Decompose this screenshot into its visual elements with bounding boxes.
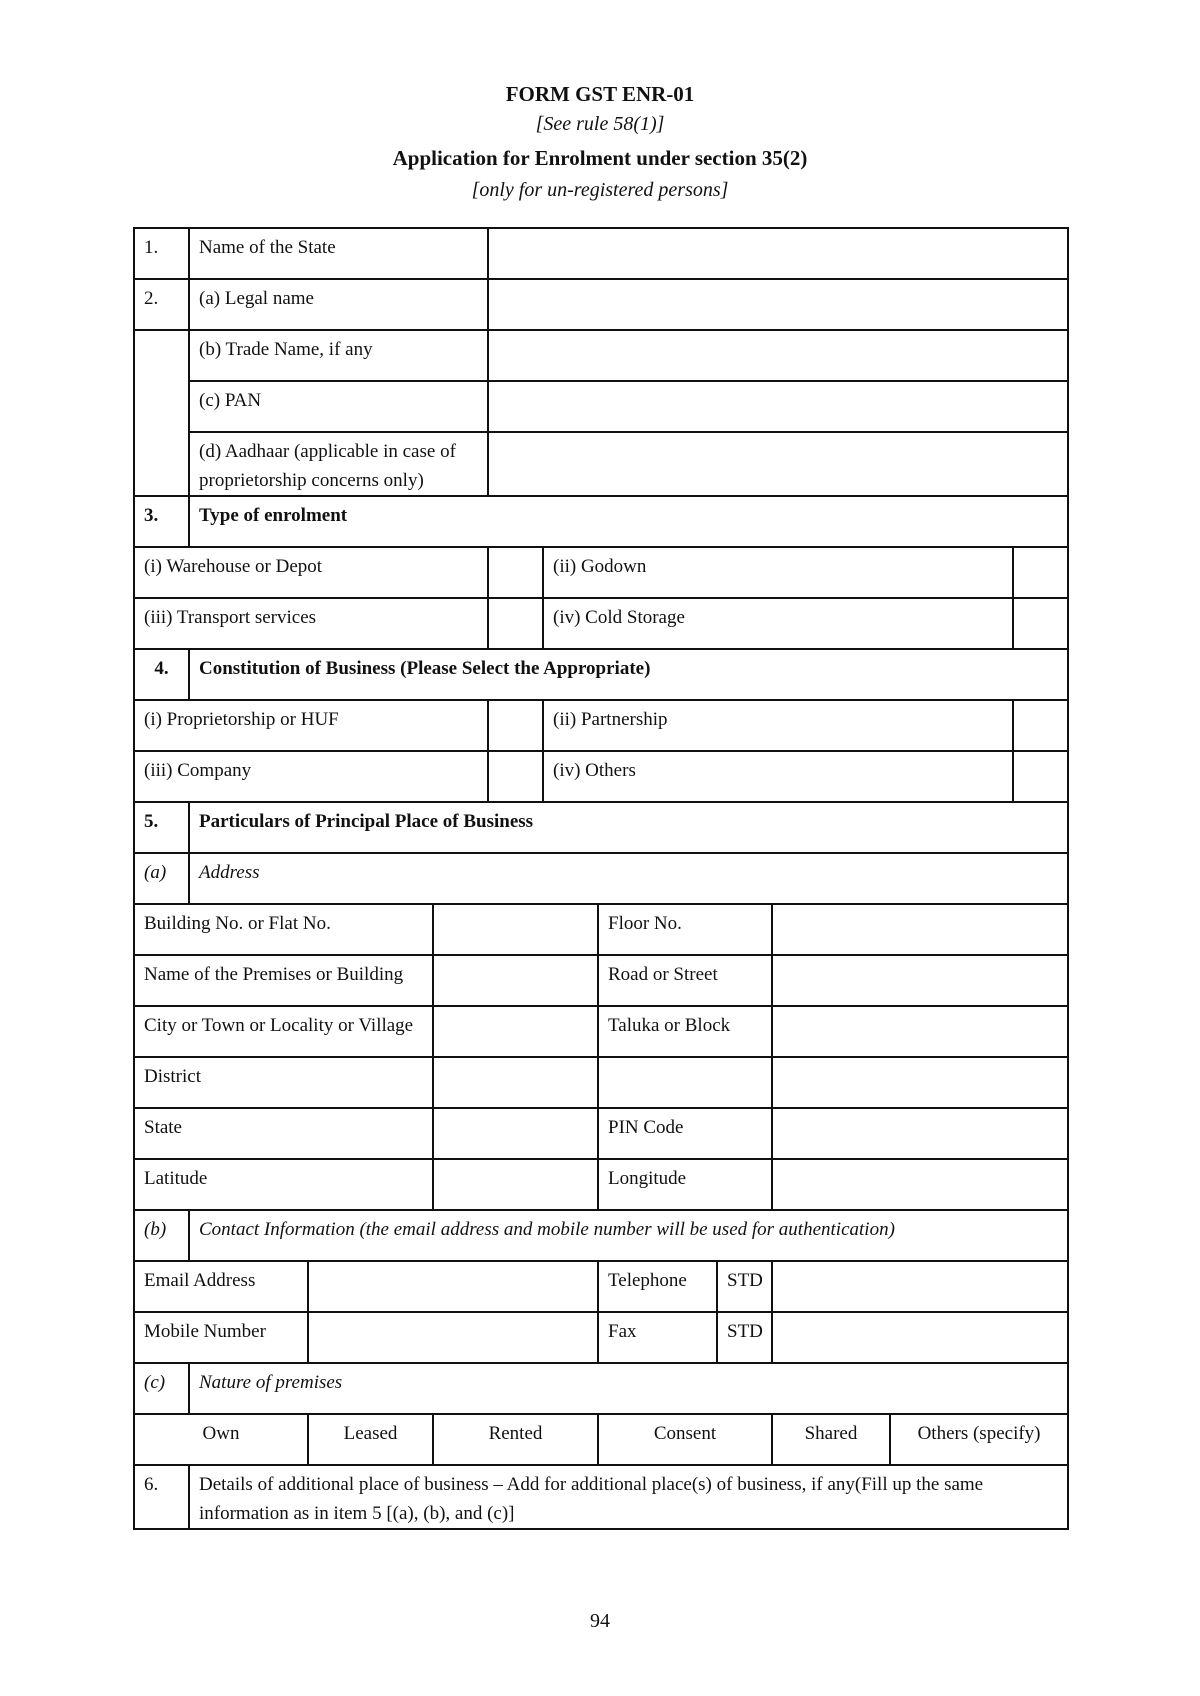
floor-input[interactable]	[772, 904, 1068, 955]
contact-title: Contact Information (the email address and mobile number will be used for authentication)	[189, 1210, 1068, 1261]
district-label: District	[134, 1057, 433, 1108]
premises-others[interactable]: Others (specify)	[890, 1414, 1068, 1465]
blank-cell	[598, 1057, 772, 1108]
partnership-checkbox[interactable]	[1013, 700, 1068, 751]
row-pan	[134, 381, 1068, 432]
others-label: (iv) Others	[543, 751, 1013, 802]
row-additional-place	[134, 1465, 1068, 1529]
telephone-label: Telephone	[598, 1261, 717, 1312]
email-input[interactable]	[308, 1261, 598, 1312]
mobile-input[interactable]	[308, 1312, 598, 1363]
proprietorship-checkbox[interactable]	[488, 700, 543, 751]
city-input[interactable]	[433, 1006, 598, 1057]
form-title: FORM GST ENR-01	[505, 82, 695, 106]
item-number-blank	[134, 381, 189, 432]
building-input[interactable]	[433, 904, 598, 955]
taluka-input[interactable]	[772, 1006, 1068, 1057]
trade-name-input[interactable]	[488, 330, 1068, 381]
aadhaar-input[interactable]	[488, 432, 1068, 496]
email-label: Email Address	[134, 1261, 308, 1312]
road-input[interactable]	[772, 955, 1068, 1006]
std-label: STD	[717, 1261, 772, 1312]
enrolment-form	[133, 227, 1067, 1530]
floor-label: Floor No.	[598, 904, 772, 955]
warehouse-label: (i) Warehouse or Depot	[134, 547, 488, 598]
item-number-blank	[134, 330, 189, 381]
row-constitution-options-2	[134, 751, 1068, 802]
sub-item-number: (a)	[134, 853, 189, 904]
row-district	[134, 1057, 1068, 1108]
pin-label: PIN Code	[598, 1108, 772, 1159]
sub-item-number: (b)	[134, 1210, 189, 1261]
building-label: Building No. or Flat No.	[134, 904, 433, 955]
row-principal-place-header	[134, 802, 1068, 853]
row-constitution-header	[134, 649, 1068, 700]
page-number: 94	[590, 1610, 610, 1632]
transport-checkbox[interactable]	[488, 598, 543, 649]
row-nature-options	[134, 1414, 1068, 1465]
premises-rented[interactable]: Rented	[433, 1414, 598, 1465]
row-legal-name	[134, 279, 1068, 330]
longitude-label: Longitude	[598, 1159, 772, 1210]
row-contact-header	[134, 1210, 1068, 1261]
rule-reference: [See rule 58(1)]	[535, 113, 665, 135]
fax-label: Fax	[598, 1312, 717, 1363]
row-nature-header	[134, 1363, 1068, 1414]
item-number: 5.	[134, 802, 189, 853]
row-enrolment-options-1	[134, 547, 1068, 598]
row-city-taluka	[134, 1006, 1068, 1057]
trade-name-label: (b) Trade Name, if any	[189, 330, 488, 381]
blank-cell	[772, 1057, 1068, 1108]
fax-input[interactable]	[772, 1312, 1068, 1363]
aadhaar-label: (d) Aadhaar (applicable in case of proprietorship concerns only)	[189, 432, 488, 496]
warehouse-checkbox[interactable]	[488, 547, 543, 598]
std-label: STD	[717, 1312, 772, 1363]
city-label: City or Town or Locality or Village	[134, 1006, 433, 1057]
latitude-label: Latitude	[134, 1159, 433, 1210]
premises-shared[interactable]: Shared	[772, 1414, 890, 1465]
item-number: 6.	[134, 1465, 189, 1529]
item-number-blank	[134, 432, 189, 496]
row-building-floor	[134, 904, 1068, 955]
application-title: Application for Enrolment under section 35(2)	[392, 146, 808, 170]
row-state-pin	[134, 1108, 1068, 1159]
row-email-telephone	[134, 1261, 1068, 1312]
state-input[interactable]	[488, 228, 1068, 279]
premises-own[interactable]: Own	[134, 1414, 308, 1465]
premises-leased[interactable]: Leased	[308, 1414, 433, 1465]
cold-storage-label: (iv) Cold Storage	[543, 598, 1013, 649]
row-address-header	[134, 853, 1068, 904]
nature-title: Nature of premises	[189, 1363, 1068, 1414]
taluka-label: Taluka or Block	[598, 1006, 772, 1057]
row-constitution-options-1	[134, 700, 1068, 751]
constitution-title: Constitution of Business (Please Select the Appropriate)	[189, 649, 1068, 700]
transport-label: (iii) Transport services	[134, 598, 488, 649]
partnership-label: (ii) Partnership	[543, 700, 1013, 751]
row-state	[134, 228, 1068, 279]
additional-place-text: Details of additional place of business – Add for additional place(s) of business, if any(Fill up the same information as in item 5 [(a), (b), and (c)]	[189, 1465, 1068, 1529]
row-enrolment-type-header	[134, 496, 1068, 547]
row-aadhaar	[134, 432, 1068, 496]
item-number: 2.	[134, 279, 189, 330]
road-label: Road or Street	[598, 955, 772, 1006]
enrolment-type-title: Type of enrolment	[189, 496, 1068, 547]
others-checkbox[interactable]	[1013, 751, 1068, 802]
applicability-note: [only for un-registered persons]	[471, 179, 729, 201]
principal-place-title: Particulars of Principal Place of Business	[189, 802, 1068, 853]
address-title: Address	[189, 853, 1068, 904]
pan-input[interactable]	[488, 381, 1068, 432]
premises-label: Name of the Premises or Building	[134, 955, 433, 1006]
premises-input[interactable]	[433, 955, 598, 1006]
cold-storage-checkbox[interactable]	[1013, 598, 1068, 649]
row-enrolment-options-2	[134, 598, 1068, 649]
longitude-input[interactable]	[772, 1159, 1068, 1210]
item-number: 3.	[134, 496, 189, 547]
proprietorship-label: (i) Proprietorship or HUF	[134, 700, 488, 751]
legal-name-label: (a) Legal name	[189, 279, 488, 330]
item-number: 4.	[134, 649, 189, 700]
premises-consent[interactable]: Consent	[598, 1414, 772, 1465]
latitude-input[interactable]	[433, 1159, 598, 1210]
state-address-input[interactable]	[433, 1108, 598, 1159]
row-mobile-fax	[134, 1312, 1068, 1363]
company-checkbox[interactable]	[488, 751, 543, 802]
sub-item-number: (c)	[134, 1363, 189, 1414]
state-address-label: State	[134, 1108, 433, 1159]
godown-checkbox[interactable]	[1013, 547, 1068, 598]
pan-label: (c) PAN	[189, 381, 488, 432]
godown-label: (ii) Godown	[543, 547, 1013, 598]
pin-input[interactable]	[772, 1108, 1068, 1159]
row-trade-name	[134, 330, 1068, 381]
district-input[interactable]	[433, 1057, 598, 1108]
row-premises-road	[134, 955, 1068, 1006]
company-label: (iii) Company	[134, 751, 488, 802]
legal-name-input[interactable]	[488, 279, 1068, 330]
item-number: 1.	[134, 228, 189, 279]
telephone-input[interactable]	[772, 1261, 1068, 1312]
mobile-label: Mobile Number	[134, 1312, 308, 1363]
form-table	[133, 227, 1069, 1530]
state-label: Name of the State	[189, 228, 488, 279]
row-lat-long	[134, 1159, 1068, 1210]
